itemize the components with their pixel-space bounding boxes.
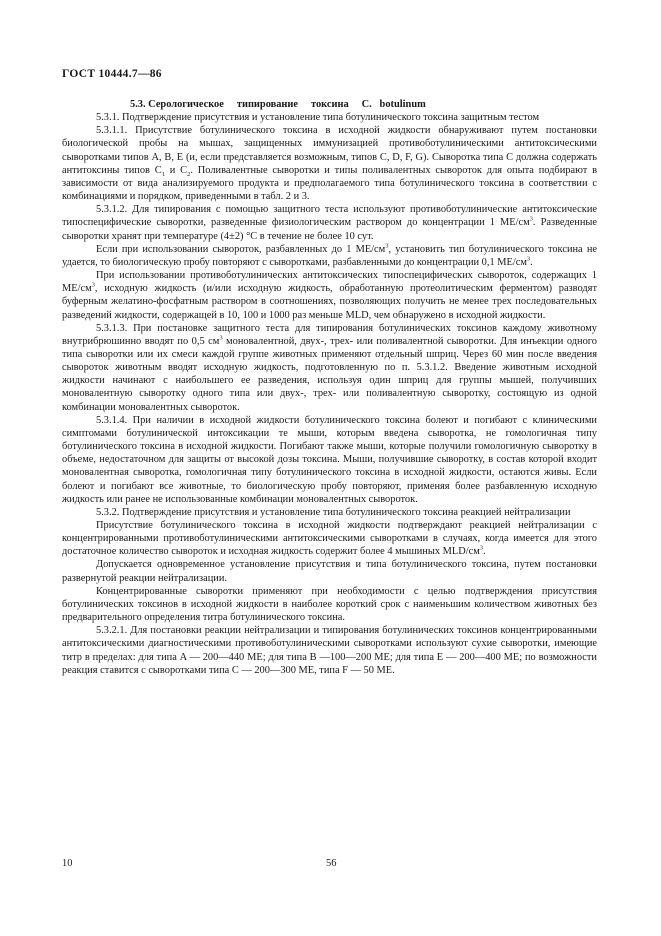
- paragraph-simultaneous: Допускается одновременное установление присутствия и типа ботулинического токсина, путем постановки развернутой реакции нейтрализации.: [62, 559, 597, 584]
- paragraph-5-3-2: 5.3.2. Подтверждение присутствия и установление типа ботулинического токсина реакцией нейтрализации: [96, 506, 571, 518]
- section-title: 5.3. Серологическое типирование токсина C. botulinum: [130, 99, 426, 110]
- paragraph-dilution: Если при использовании сывороток, разбавленных до 1 $МЕ/см^3$, установить тип ботулинического токсина не удается, то биологическую пробу повторяют с сыворотками, разбавленными до концентрации 0,1 $МЕ/см^3$.: [62, 242, 597, 268]
- paragraph-neutralization: Присутствие ботулинического токсина в исходной жидкости подтверждают реакцией нейтрализации с концентрированными противоботулиническими антитоксическими сыворотками в случаях, когда имеется для этого достаточное количество сывороток и исходная жидкость содержит более 4 мышиных MLD/$см^3$.: [62, 520, 597, 558]
- page-number: 56: [326, 858, 337, 869]
- document-body: [62, 98, 597, 677]
- paragraph-concentrated-sera: Концентрированные сыворотки применяют при необходимости с целью подтверждения присутствия ботулинических токсинов в исходной жидкости в наиболее короткий срок с наименьшим количеством животных без предварительного определения титра ботулинического токсина.: [62, 585, 597, 624]
- paragraph-5-3-1-3: 5.3.1.3. При постановке защитного теста для типирования ботулинических токсинов каждому животному внутрибрюшинно вводят по 0,5 $см^3$ моновалентной, двух-, трех- или поливалентной сыворотки. Для инъекции одного типа сыворотки или их смеси каждой группе животных применяют отдельный шприц. Через 60 мин после введения сывороток животным вводят исходную жидкость, подготовленную по п. 5.3.1.2. Введение животным исходной жидкости начинают с наибольшего ее разведения, используя один шприц для группы мышей, получивших моновалентную сыворотку одного типа или двух-, трех- или поливалентную сыворотку, состоящую из одной комбинации моновалентных сывороток.: [62, 322, 597, 413]
- footer-left-number: 10: [62, 858, 73, 869]
- paragraph-5-3-1: 5.3.1. Подтверждение присутствия и установление типа ботулинического токсина защитным тестом: [96, 112, 540, 124]
- paragraph-5-3-1-1: 5.3.1.1. Присутствие ботулинического токсина в исходной жидкости обнаруживают путем постановки биологической пробы на мышах, защищенных иммунизацией противоботулиническими антитоксическими сыворотками типов A, B, E (и, если представляется возможным, типов C, D, F, G). Сыворотка типа C должна содержать антитоксины типов $C_1$ и $C_2$. Поливалентные сыворотки и типы поливалентных сывороток для опыта подбирают в зависимости от вида анализируемого продукта и предполагаемого типа ботулинического токсина в соответствии с комбинациями и порядком, приведенными в табл. 2 и 3.: [62, 125, 597, 203]
- paragraph-5-3-1-4: 5.3.1.4. При наличии в исходной жидкости ботулинического токсина болеют и погибают с клиническими симптомами ботулинической интоксикации те мыши, которым введена сыворотка, не гомологичная типу ботулинического токсина в исходной жидкости. Погибают также мыши, которые получили гомологичную сыворотку в объеме, недостаточном для защиты от высокой дозы токсина. Мыши, получившие сыворотку, в состав которой входит моновалентная сыворотка, гомологичная типу ботулинического токсина в исходной жидкости, остаются живы. Если болеют и погибают все животные, то биологическую пробу повторяют, применяя более разбавленную исходную жидкость или ранее не использованные комбинации моновалентных сывороток.: [62, 414, 597, 505]
- paragraph-5-3-2-1: 5.3.2.1. Для постановки реакции нейтрализации и типирования ботулинических токсинов концентрированными антитоксическими диагностическими противоботулиническими сыворотками используют сухие сыворотки, имеющие титр в пределах: для типа A — 200—440 МЕ; для типа B —100—200 МЕ; для типа E — 200—400 МЕ; по возможности реакция ставится с сыворотками типа C — 200—300 МЕ, типа F — 50 МЕ.: [62, 625, 597, 676]
- paragraph-5-3-1-2: 5.3.1.2. Для типирования с помощью защитного теста используют противоботулинические антитоксические типоспецифические сыворотки, разведенные физиологическим раствором до концентрации 1 $МЕ/см^3$. Разведенные сыворотки хранят при температуре (4±2) °C в течение не более 10 сут.: [62, 204, 598, 242]
- paragraph-antitoxic-sera: При использовании противоботулинических антитоксических типоспецифических сывороток, содержащих 1 $МЕ/см^3$, исходную жидкость (и/или исходную жидкость, обработанную протеолитическим ферментом) разводят буферным желатино-фосфатным раствором в соотношениях, позволяющих получить не менее трех последовательных разведений жидкости, содержащей в 10, 100 и 1000 раз меньше MLD, чем обнаружено в исходной жидкости.: [62, 270, 597, 321]
- document-header: ГОСТ 10444.7—86: [62, 68, 162, 80]
